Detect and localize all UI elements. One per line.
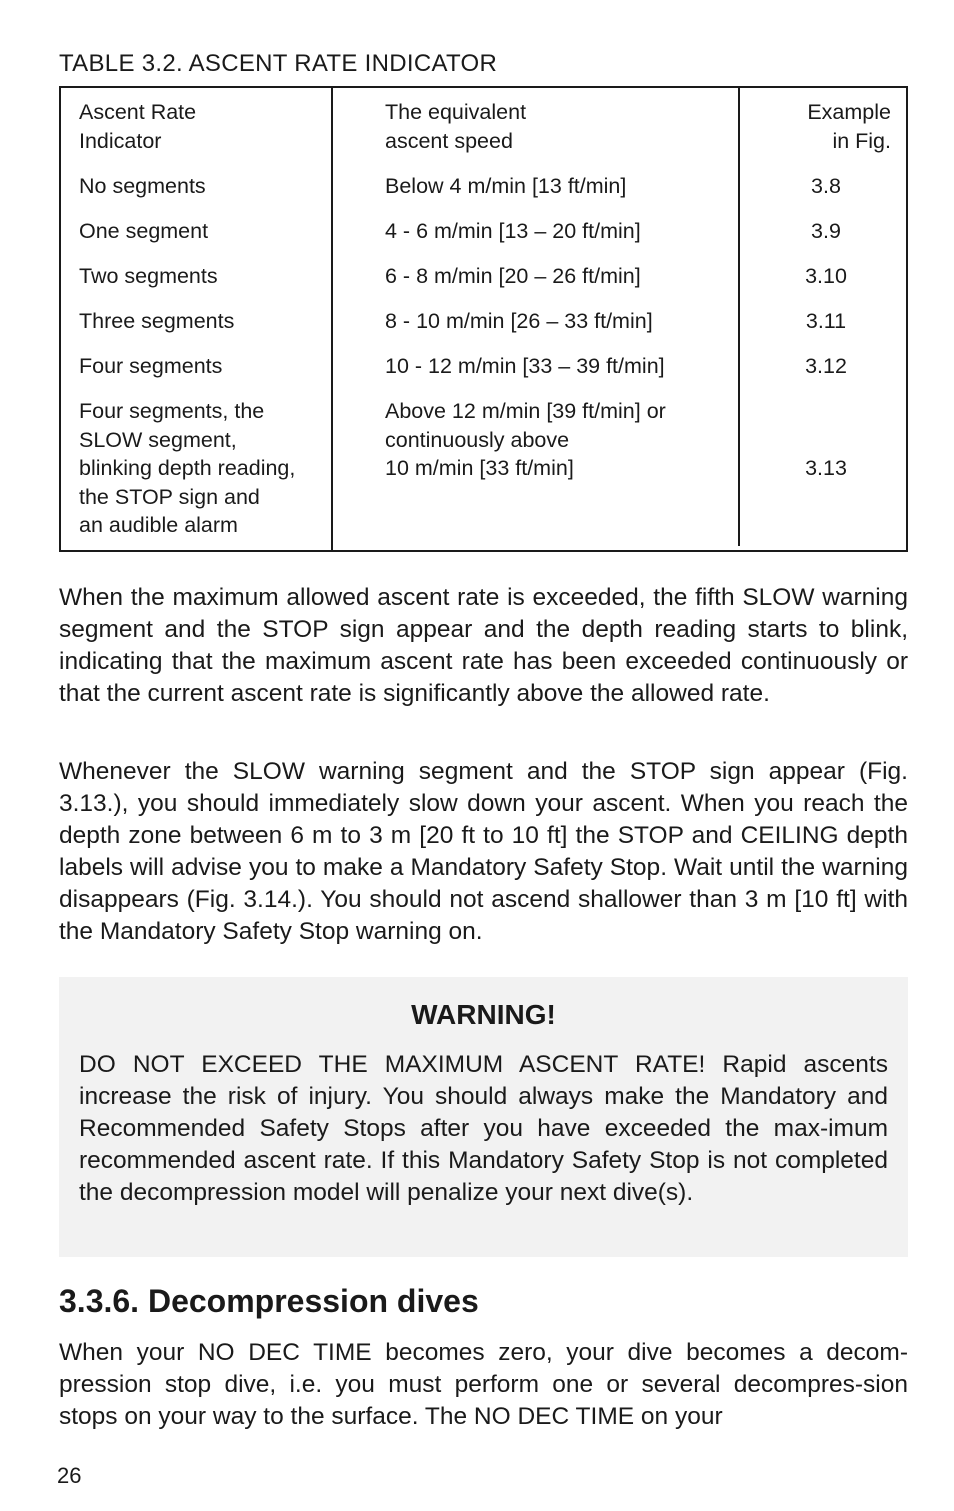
- table-cell: Three segments: [79, 309, 235, 333]
- table-cell: 3.9: [811, 219, 841, 243]
- section-heading: 3.3.6. Decompression dives: [59, 1283, 479, 1319]
- table-cell: 3.10: [805, 264, 847, 288]
- column-divider: [738, 88, 740, 546]
- table-caption: TABLE 3.2. ASCENT RATE INDICATOR: [59, 50, 498, 77]
- warning-text: DO NOT EXCEED THE MAXIMUM ASCENT RATE! Rapid ascents increase the risk of injury. You should always make the Mandatory and Recommended Safety Stops after you have exceeded the max-imum recommended ascent rate. If this Mandatory Safety Stop is not completed the decompression model will penalize your next dive(s).: [79, 1051, 888, 1206]
- table-cell: Above 12 m/min [39 ft/min] or continuously above 10 m/min [33 ft/min]: [385, 399, 666, 480]
- table-cell: 8 - 10 m/min [26 – 33 ft/min]: [385, 309, 653, 333]
- table-cell: 4 - 6 m/min [13 – 20 ft/min]: [385, 219, 641, 243]
- table-cell: 3.12: [805, 354, 847, 378]
- table-cell: Four segments, the SLOW segment, blinking depth reading, the STOP sign and an audible alarm: [79, 399, 296, 537]
- table-cell: 3.11: [805, 309, 847, 333]
- table-cell: 3.8: [811, 174, 841, 198]
- table-cell: 6 - 8 m/min [20 – 26 ft/min]: [385, 264, 641, 288]
- table-cell: No segments: [79, 174, 206, 198]
- warning-title: WARNING!: [411, 999, 556, 1030]
- table-cell: Two segments: [79, 264, 218, 288]
- header-indicator: Ascent Rate Indicator: [79, 100, 197, 153]
- body-paragraph: When the maximum allowed ascent rate is exceeded, the fifth SLOW warning segment and the STOP sign appear and the depth reading starts to blink, indicating that the maximum ascent rate has been exceeded continuously or that the current ascent rate is significantly above the allowed rate.: [59, 584, 908, 707]
- table-cell: Below 4 m/min [13 ft/min]: [385, 174, 627, 198]
- table-cell: Four segments: [79, 354, 223, 378]
- ascent-rate-table: [59, 86, 908, 552]
- table-cell: One segment: [79, 219, 209, 243]
- warning-box: [59, 977, 908, 1257]
- table-cell: 10 - 12 m/min [33 – 39 ft/min]: [385, 354, 665, 378]
- header-ascent-speed: The equivalent ascent speed: [385, 100, 527, 153]
- header-example-fig: Example in Fig.: [807, 100, 891, 153]
- body-paragraph: Whenever the SLOW warning segment and the STOP sign appear (Fig. 3.13.), you should immediately slow down your ascent. When you reach the depth zone between 6 m to 3 m [20 ft to 10 ft] the STOP and CEILING depth labels will advise you to make a Mandatory Safety Stop. Wait until the warning disappears (Fig. 3.14.). You should not ascend shallower than 3 m [10 ft] with the Mandatory Safety Stop warning on.: [59, 758, 908, 945]
- column-divider: [331, 88, 333, 550]
- page-number: 26: [57, 1463, 82, 1488]
- table-cell: 3.13: [805, 456, 847, 480]
- section-paragraph: When your NO DEC TIME becomes zero, your dive becomes a decom-pression stop dive, i.e. you must perform one or several decompres-sion stops on your way to the surface. The NO DEC TIME on your: [59, 1339, 908, 1430]
